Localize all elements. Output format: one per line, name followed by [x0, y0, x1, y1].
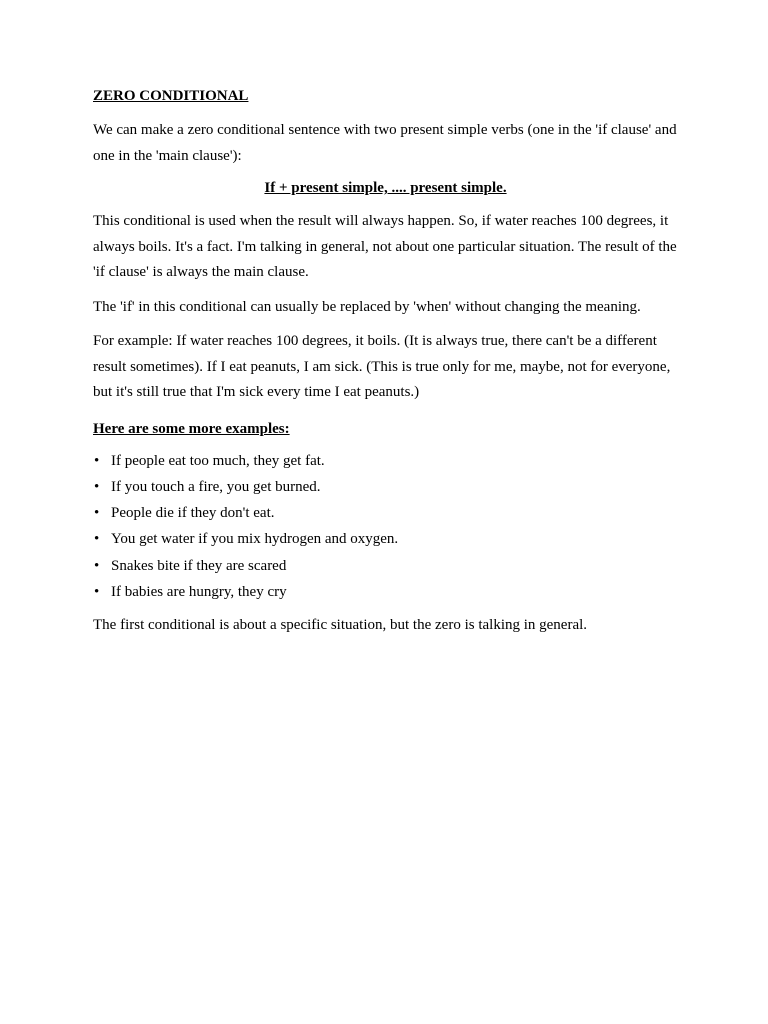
list-item — [93, 500, 678, 526]
bullet-icon: • — [94, 478, 100, 495]
bullet-icon: • — [94, 505, 100, 522]
bullet-icon: • — [94, 557, 100, 574]
list-item-text: If babies are hungry, they cry — [111, 583, 287, 600]
page-title: ZERO CONDITIONAL — [93, 88, 249, 104]
list-item — [93, 553, 678, 579]
examples-list — [93, 448, 678, 606]
bullet-icon: • — [94, 583, 100, 600]
formula-line: If + present simple, .... present simple. — [264, 180, 507, 196]
list-item — [93, 474, 678, 500]
list-item — [93, 448, 678, 474]
list-item-text: If people eat too much, they get fat. — [111, 452, 325, 469]
list-item-text: People die if they don't eat. — [111, 505, 275, 522]
bullet-icon: • — [94, 452, 100, 469]
intro-paragraph: We can make a zero conditional sentence with two present simple verbs (one in the 'if clause' and one in the 'main clause'): — [93, 122, 677, 164]
list-item-text: If you touch a fire, you get burned. — [111, 478, 321, 495]
when-note-paragraph: The 'if' in this conditional can usually be replaced by 'when' without changing the meaning. — [93, 298, 641, 315]
explanation-paragraph: This conditional is used when the result will always happen. So, if water reaches 100 degrees, it always boils. It's a fact. I'm talking in general, not about one particular situation. The result of the 'if clause' is always the main clause. — [93, 213, 677, 280]
list-item-text: You get water if you mix hydrogen and oxygen. — [111, 531, 399, 548]
example-paragraph: For example: If water reaches 100 degrees, it boils. (It is always true, there can't be a different result sometimes). If I eat peanuts, I am sick. (This is true only for me, maybe, not for everyone, but it's still true that I'm sick every time I eat peanuts.) — [93, 333, 671, 400]
closing-paragraph: The first conditional is about a specific situation, but the zero is talking in general. — [93, 617, 588, 634]
examples-heading: Here are some more examples: — [93, 420, 290, 437]
list-item-text: Snakes bite if they are scared — [111, 557, 287, 574]
list-item — [93, 579, 678, 605]
list-item — [93, 526, 678, 552]
bullet-icon: • — [94, 531, 100, 548]
